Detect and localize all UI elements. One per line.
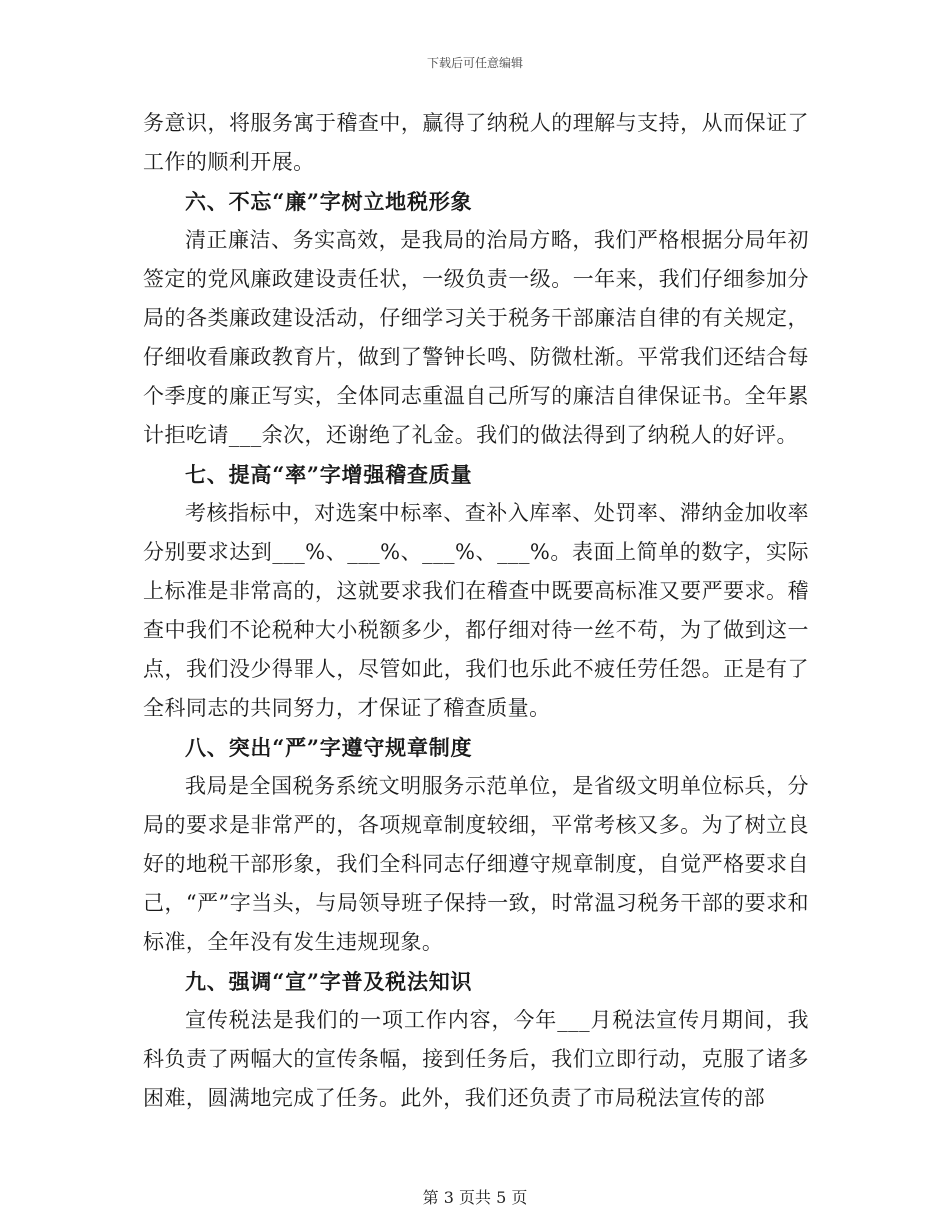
document-body [143, 104, 809, 1118]
section-heading-7: 七、提高“率”字增强稽查质量 [185, 462, 473, 487]
body-paragraph-6: 清正廉洁、务实高效，是我局的治局方略，我们严格根据分局年初签定的党风廉政建设责任状，一级负责一级。一年来，我们仔细参加分局的各类廉政建设活动，仔细学习关于税务干部廉洁自律的有关规定，仔细收看廉政教育片，做到了警钟长鸣、防微杜渐。平常我们还结合每个季度的廉正写实，全体同志重温自己所写的廉洁自律保证书。全年累计拒吃请___余次，还谢绝了礼金。我们的做法得到了纳税人的好评。 [143, 228, 809, 447]
body-paragraph-continued: 务意识，将服务寓于稽查中，赢得了纳税人的理解与支持，从而保证了工作的顺利开展。 [143, 111, 809, 174]
body-paragraph-9: 宣传税法是我们的一项工作内容，今年___月税法宣传月期间，我科负责了两幅大的宣传条幅，接到任务后，我们立即行动，克服了诸多困难，圆满地完成了任务。此外，我们还负责了市局税法宣传的部 [143, 1008, 809, 1110]
body-paragraph-7: 考核指标中，对选案中标率、查补入库率、处罚率、滞纳金加收率分别要求达到___%、___%、___%、___%。表面上简单的数字，实际上标准是非常高的，这就要求我们在稽查中既要高标准又要严要求。稽查中我们不论税种大小税额多少，都仔细对待一丝不苟，为了做到这一点，我们没少得罪人，尽管如此，我们也乐此不疲任劳任怨。正是有了全科同志的共同努力，才保证了稽查质量。 [143, 501, 809, 720]
section-heading-8: 八、突出“严”字遵守规章制度 [185, 735, 473, 760]
page-header: 下载后可任意编辑 [426, 56, 523, 70]
section-heading-9: 九、强调“宣”字普及税法知识 [185, 969, 473, 994]
section-heading-6: 六、不忘“廉”字树立地税形象 [185, 189, 473, 214]
page-number-footer: 第 3 页共 5 页 [422, 1188, 528, 1207]
body-paragraph-8: 我局是全国税务系统文明服务示范单位，是省级文明单位标兵，分局的要求是非常严的，各项规章制度较细，平常考核又多。为了树立良好的地税干部形象，我们全科同志仔细遵守规章制度，自觉严格要求自己，“严”字当头，与局领导班子保持一致，时常温习税务干部的要求和标准，全年没有发生违规现象。 [143, 774, 809, 954]
